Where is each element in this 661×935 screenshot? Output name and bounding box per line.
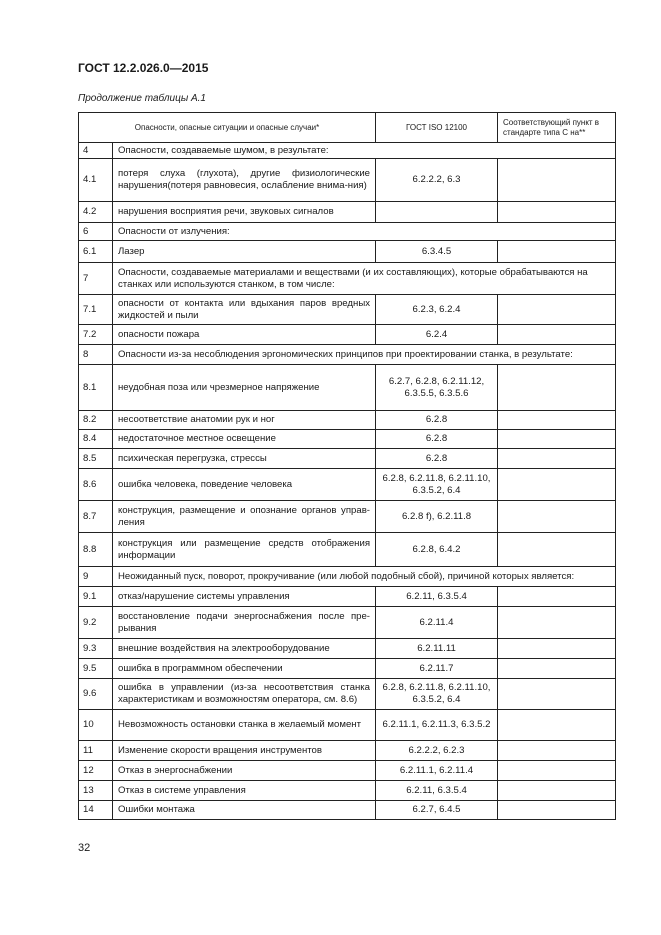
gost-reference: 6.2.11, 6.3.5.4 bbox=[376, 781, 498, 801]
section-title: Опасности, создаваемые шумом, в результате: bbox=[113, 143, 616, 159]
table-row bbox=[79, 295, 616, 325]
row-number: 11 bbox=[79, 741, 113, 761]
column-header-type-c: Соответствующий пункт в стандарте типа С на** bbox=[498, 113, 616, 143]
row-number: 8.5 bbox=[79, 449, 113, 469]
row-number: 4.1 bbox=[79, 159, 113, 202]
table-row bbox=[79, 411, 616, 430]
hazard-description: недостаточное местное освещение bbox=[113, 430, 376, 449]
row-number: 9.2 bbox=[79, 607, 113, 639]
gost-reference: 6.2.2.2, 6.2.3 bbox=[376, 741, 498, 761]
hazard-description: нарушения восприятия речи, звуковых сигналов bbox=[113, 202, 376, 223]
type-c-reference bbox=[498, 159, 616, 202]
gost-reference: 6.2.8 bbox=[376, 411, 498, 430]
section-row bbox=[79, 223, 616, 241]
type-c-reference bbox=[498, 202, 616, 223]
hazard-description: Ошибки монтажа bbox=[113, 801, 376, 820]
hazard-description: Лазер bbox=[113, 241, 376, 263]
row-number: 8.2 bbox=[79, 411, 113, 430]
type-c-reference bbox=[498, 587, 616, 607]
table-row bbox=[79, 325, 616, 345]
type-c-reference bbox=[498, 607, 616, 639]
table-row bbox=[79, 587, 616, 607]
hazard-description: ошибка в программном обеспечении bbox=[113, 659, 376, 679]
type-c-reference bbox=[498, 469, 616, 501]
table-row bbox=[79, 159, 616, 202]
row-number: 7.1 bbox=[79, 295, 113, 325]
section-row bbox=[79, 345, 616, 365]
row-number: 8.1 bbox=[79, 365, 113, 411]
section-title: Опасности, создаваемые материалами и веществами (и их составляющих), которые обрабатываются на станках или используются станком, в том числе: bbox=[113, 263, 616, 295]
gost-reference: 6.2.11, 6.3.5.4 bbox=[376, 587, 498, 607]
type-c-reference bbox=[498, 365, 616, 411]
table-row bbox=[79, 241, 616, 263]
gost-reference: 6.3.4.5 bbox=[376, 241, 498, 263]
row-number: 6 bbox=[79, 223, 113, 241]
section-row bbox=[79, 143, 616, 159]
table-row bbox=[79, 801, 616, 820]
gost-reference: 6.2.8 f), 6.2.11.8 bbox=[376, 501, 498, 533]
gost-reference bbox=[376, 202, 498, 223]
section-row bbox=[79, 263, 616, 295]
table-row bbox=[79, 679, 616, 710]
hazard-description: конструкция, размещение и опознание органов управ-ления bbox=[113, 501, 376, 533]
gost-reference: 6.2.4 bbox=[376, 325, 498, 345]
gost-reference: 6.2.8, 6.2.11.8, 6.2.11.10, 6.3.5.2, 6.4 bbox=[376, 679, 498, 710]
type-c-reference bbox=[498, 449, 616, 469]
type-c-reference bbox=[498, 659, 616, 679]
gost-reference: 6.2.11.1, 6.2.11.4 bbox=[376, 761, 498, 781]
hazard-description: внешние воздействия на электрооборудование bbox=[113, 639, 376, 659]
table-caption: Продолжение таблицы А.1 bbox=[78, 93, 206, 104]
row-number: 6.1 bbox=[79, 241, 113, 263]
type-c-reference bbox=[498, 241, 616, 263]
section-title: Опасности из-за несоблюдения эргономических принципов при проектировании станка, в результате: bbox=[113, 345, 616, 365]
hazard-description: потеря слуха (глухота), другие физиологические нарушения(потеря равновесия, ослабление внима-ния) bbox=[113, 159, 376, 202]
type-c-reference bbox=[498, 501, 616, 533]
table-row bbox=[79, 761, 616, 781]
gost-reference: 6.2.2.2, 6.3 bbox=[376, 159, 498, 202]
section-title: Неожиданный пуск, поворот, прокручивание (или любой подобный сбой), причиной которых является: bbox=[113, 567, 616, 587]
type-c-reference bbox=[498, 430, 616, 449]
row-number: 10 bbox=[79, 710, 113, 741]
gost-reference: 6.2.8, 6.2.11.8, 6.2.11.10, 6.3.5.2, 6.4 bbox=[376, 469, 498, 501]
row-number: 7 bbox=[79, 263, 113, 295]
gost-reference: 6.2.8 bbox=[376, 449, 498, 469]
row-number: 13 bbox=[79, 781, 113, 801]
gost-reference: 6.2.11.1, 6.2.11.3, 6.3.5.2 bbox=[376, 710, 498, 741]
table-row bbox=[79, 741, 616, 761]
hazard-description: психическая перегрузка, стрессы bbox=[113, 449, 376, 469]
table-row bbox=[79, 607, 616, 639]
row-number: 8 bbox=[79, 345, 113, 365]
type-c-reference bbox=[498, 411, 616, 430]
type-c-reference bbox=[498, 295, 616, 325]
row-number: 8.6 bbox=[79, 469, 113, 501]
column-header-hazards: Опасности, опасные ситуации и опасные случаи* bbox=[79, 113, 376, 143]
table-row bbox=[79, 781, 616, 801]
document-title: ГОСТ 12.2.026.0—2015 bbox=[78, 61, 209, 75]
table-row bbox=[79, 202, 616, 223]
gost-reference: 6.2.7, 6.2.8, 6.2.11.12, 6.3.5.5, 6.3.5.6 bbox=[376, 365, 498, 411]
hazard-description: Отказ в системе управления bbox=[113, 781, 376, 801]
hazard-description: неудобная поза или чрезмерное напряжение bbox=[113, 365, 376, 411]
hazard-description: несоответствие анатомии рук и ног bbox=[113, 411, 376, 430]
table-row bbox=[79, 449, 616, 469]
hazard-description: Невозможность остановки станка в желаемый момент bbox=[113, 710, 376, 741]
row-number: 14 bbox=[79, 801, 113, 820]
table-row bbox=[79, 501, 616, 533]
table-row bbox=[79, 430, 616, 449]
hazards-table bbox=[78, 112, 616, 820]
hazard-description: ошибка в управлении (из-за несоответствия станка характеристикам и возможностям оператора, см. 8.6) bbox=[113, 679, 376, 710]
page-number: 32 bbox=[78, 842, 91, 854]
type-c-reference bbox=[498, 741, 616, 761]
row-number: 12 bbox=[79, 761, 113, 781]
type-c-reference bbox=[498, 679, 616, 710]
table-header-row bbox=[79, 113, 616, 143]
gost-reference: 6.2.3, 6.2.4 bbox=[376, 295, 498, 325]
table-row bbox=[79, 365, 616, 411]
hazard-description: Изменение скорости вращения инструментов bbox=[113, 741, 376, 761]
column-header-gost: ГОСТ ISO 12100 bbox=[376, 113, 498, 143]
table-row bbox=[79, 469, 616, 501]
hazard-description: Отказ в энергоснабжении bbox=[113, 761, 376, 781]
row-number: 9.6 bbox=[79, 679, 113, 710]
row-number: 8.7 bbox=[79, 501, 113, 533]
row-number: 4 bbox=[79, 143, 113, 159]
gost-reference: 6.2.8, 6.4.2 bbox=[376, 533, 498, 567]
row-number: 8.4 bbox=[79, 430, 113, 449]
table-row bbox=[79, 639, 616, 659]
row-number: 9 bbox=[79, 567, 113, 587]
row-number: 7.2 bbox=[79, 325, 113, 345]
row-number: 9.1 bbox=[79, 587, 113, 607]
gost-reference: 6.2.8 bbox=[376, 430, 498, 449]
row-number: 4.2 bbox=[79, 202, 113, 223]
hazard-description: ошибка человека, поведение человека bbox=[113, 469, 376, 501]
gost-reference: 6.2.11.7 bbox=[376, 659, 498, 679]
table-row bbox=[79, 659, 616, 679]
section-row bbox=[79, 567, 616, 587]
table-row bbox=[79, 533, 616, 567]
hazard-description: опасности пожара bbox=[113, 325, 376, 345]
type-c-reference bbox=[498, 639, 616, 659]
row-number: 8.8 bbox=[79, 533, 113, 567]
type-c-reference bbox=[498, 325, 616, 345]
type-c-reference bbox=[498, 781, 616, 801]
section-title: Опасности от излучения: bbox=[113, 223, 616, 241]
type-c-reference bbox=[498, 761, 616, 781]
hazard-description: конструкция или размещение средств отображения информации bbox=[113, 533, 376, 567]
table-row bbox=[79, 710, 616, 741]
hazard-description: восстановление подачи энергоснабжения после пре-рывания bbox=[113, 607, 376, 639]
type-c-reference bbox=[498, 533, 616, 567]
gost-reference: 6.2.11.11 bbox=[376, 639, 498, 659]
type-c-reference bbox=[498, 801, 616, 820]
gost-reference: 6.2.11.4 bbox=[376, 607, 498, 639]
row-number: 9.3 bbox=[79, 639, 113, 659]
gost-reference: 6.2.7, 6.4.5 bbox=[376, 801, 498, 820]
type-c-reference bbox=[498, 710, 616, 741]
hazard-description: опасности от контакта или вдыхания паров вредных жидкостей и пыли bbox=[113, 295, 376, 325]
row-number: 9.5 bbox=[79, 659, 113, 679]
hazard-description: отказ/нарушение системы управления bbox=[113, 587, 376, 607]
